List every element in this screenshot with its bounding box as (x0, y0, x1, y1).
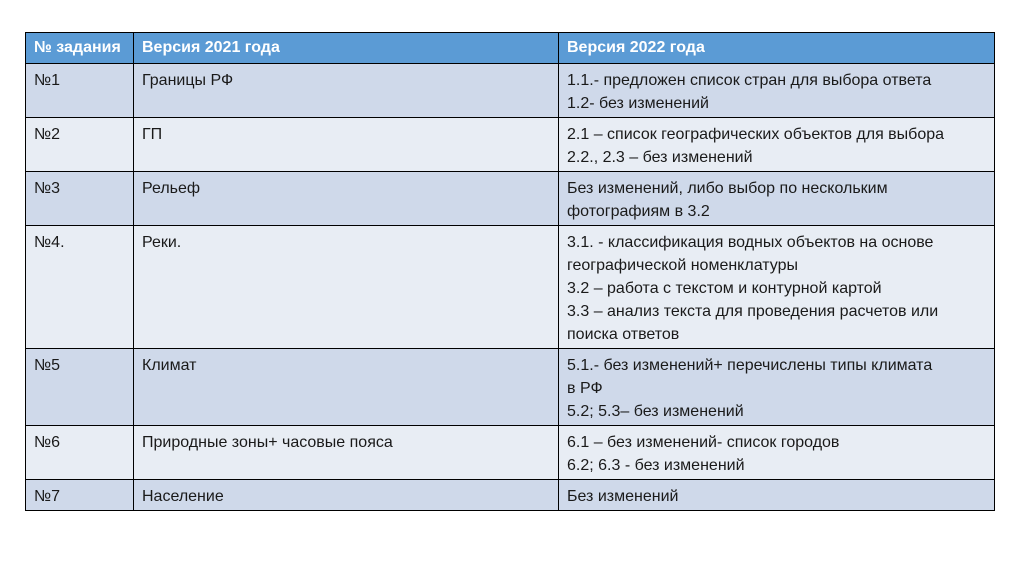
version-2021-cell: Природные зоны+ часовые пояса (134, 426, 559, 480)
table-row (26, 172, 995, 226)
version-2022-cell (559, 64, 995, 118)
table-row (26, 226, 995, 349)
version-2022-line: фотографиям в 3.2 (567, 203, 710, 220)
version-2022-line: географической номенклатуры (567, 257, 798, 274)
version-2021-cell: Границы РФ (134, 64, 559, 118)
version-2022-cell (559, 426, 995, 480)
task-number-cell: №2 (26, 118, 134, 172)
version-2022-line: в РФ (567, 380, 603, 397)
version-2022-line: Без изменений (567, 488, 679, 505)
version-2022-line: поиска ответов (567, 326, 680, 343)
version-2022-line: 5.1.- без изменений+ перечислены типы климата (567, 357, 933, 374)
version-2022-cell (559, 118, 995, 172)
version-2022-line: 6.2; 6.3 - без изменений (567, 457, 745, 474)
table-row (26, 480, 995, 511)
header-task-number: № задания (26, 33, 134, 64)
version-2022-line: 2.2., 2.3 – без изменений (567, 149, 753, 166)
task-number-cell: №4. (26, 226, 134, 349)
version-2022-line: 3.1. - классификация водных объектов на основе (567, 234, 934, 251)
table-row (26, 118, 995, 172)
task-number-cell: №7 (26, 480, 134, 511)
version-2021-cell: Население (134, 480, 559, 511)
version-2021-cell: ГП (134, 118, 559, 172)
version-2021-cell: Реки. (134, 226, 559, 349)
version-2022-line: 2.1 – список географических объектов для выбора (567, 126, 945, 143)
version-2022-line: 1.2- без изменений (567, 95, 709, 112)
version-2022-cell (559, 226, 995, 349)
table-header-row (26, 33, 995, 64)
version-2021-cell: Рельеф (134, 172, 559, 226)
version-2022-line: 6.1 – без изменений- список городов (567, 434, 840, 451)
version-2022-cell (559, 480, 995, 511)
task-number-cell: №1 (26, 64, 134, 118)
version-2022-cell (559, 349, 995, 426)
header-version-2021: Версия 2021 года (134, 33, 559, 64)
task-number-cell: №6 (26, 426, 134, 480)
header-version-2022: Версия 2022 года (559, 33, 995, 64)
version-2022-line: 3.3 – анализ текста для проведения расчетов или (567, 303, 939, 320)
version-2022-line: Без изменений, либо выбор по нескольким (567, 180, 888, 197)
version-2021-cell: Климат (134, 349, 559, 426)
table-row (26, 64, 995, 118)
version-2022-line: 3.2 – работа с текстом и контурной картой (567, 280, 882, 297)
task-number-cell: №3 (26, 172, 134, 226)
table-row (26, 426, 995, 480)
comparison-table (25, 32, 995, 511)
table-row (26, 349, 995, 426)
version-2022-line: 5.2; 5.3– без изменений (567, 403, 744, 420)
version-2022-cell (559, 172, 995, 226)
task-number-cell: №5 (26, 349, 134, 426)
version-2022-line: 1.1.- предложен список стран для выбора ответа (567, 72, 932, 89)
